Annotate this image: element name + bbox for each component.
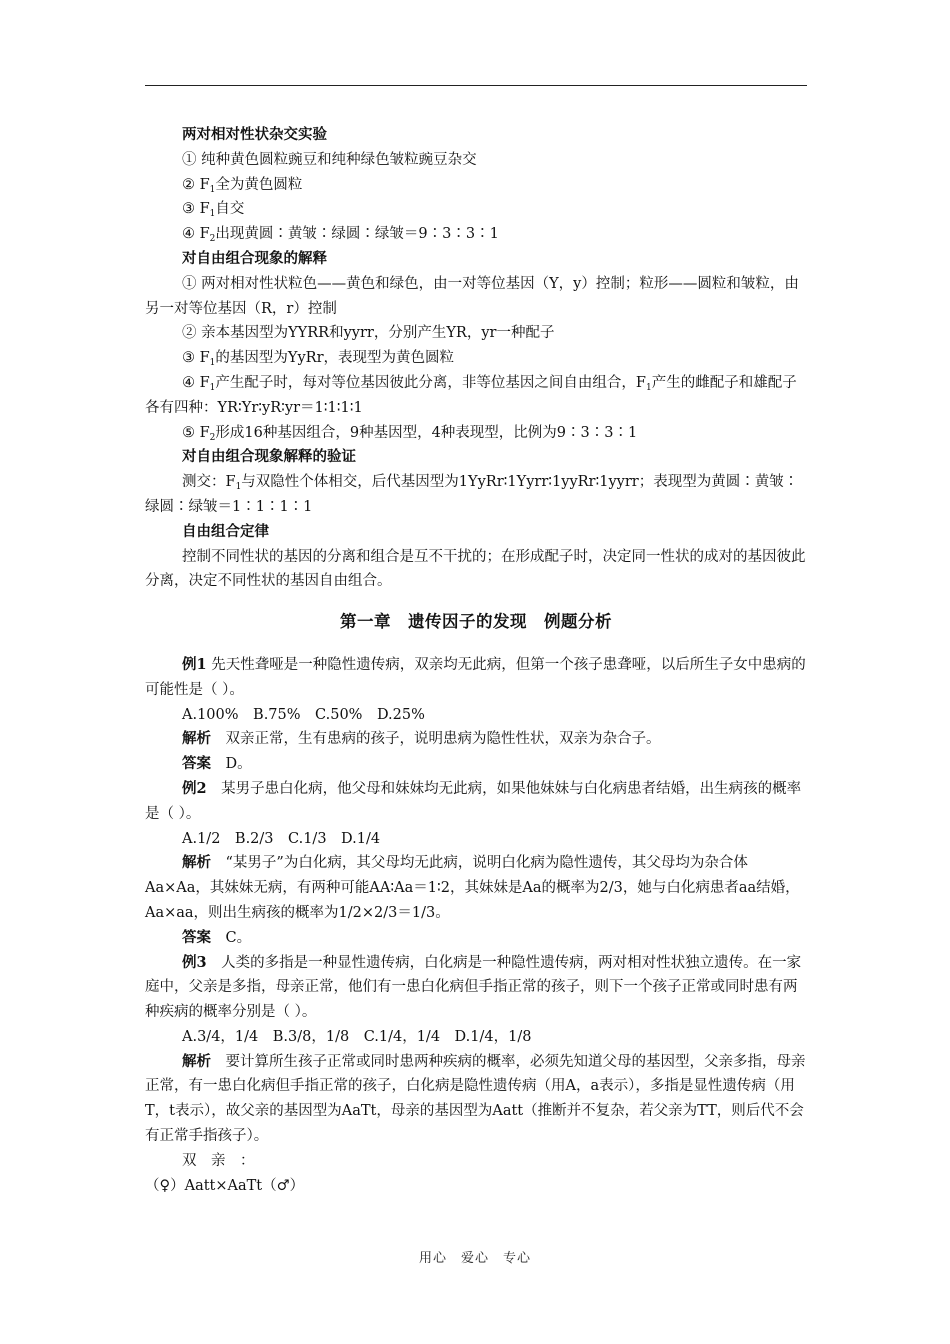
paragraph: ② $F_1$全为黄色圆粒 — [182, 176, 303, 195]
example-options: A.3/4，1/4 B.3/8，1/8 C.1/4，1/4 D.1/4，1/8 — [182, 1028, 532, 1045]
section-heading: 对自由组合现象的解释 — [182, 249, 327, 267]
example-answer: 答案 D。 — [182, 755, 252, 773]
chapter-title: 第一章 遗传因子的发现 例题分析 — [340, 612, 612, 632]
example-question: 例1 先天性聋哑是一种隐性遗传病，双亲均无此病，但第一个孩子患聋哑，以后所生子女中患病的可能性是（ ）。 — [145, 655, 806, 698]
document-body — [145, 123, 807, 1198]
paragraph: ③ $F_1$自交 — [182, 201, 245, 220]
paragraph: ② 亲本基因型为YYRR和yyrr，分别产生YR，yr一种配子 — [182, 325, 555, 342]
example-question: 例3 人类的多指是一种显性遗传病，白化病是一种隐性遗传病，两对相对性状独立遗传。在一家庭中，父亲是多指，母亲正常，他们有一患白化病但手指正常的孩子，则下一个孩子正常或同时患有两种疾病的概率分别是（ ）。 — [145, 953, 802, 1021]
page-footer: 用心 爱心 专心 — [418, 1251, 531, 1266]
section-heading: 自由组合定律 — [182, 522, 269, 540]
example-analysis: 解析 双亲正常，生有患病的孩子，说明患病为隐性性状，双亲为杂合子。 — [182, 730, 661, 748]
section-heading: 对自由组合现象解释的验证 — [182, 448, 356, 466]
example-answer: 答案 C。 — [182, 928, 252, 946]
paragraph: ① 两对相对性状粒色——黄色和绿色，由一对等位基因（Y，y）控制；粒形——圆粒和皱粒，由另一对等位基因（R，r）控制 — [145, 275, 799, 317]
paragraph: ① 纯种黄色圆粒豌豆和纯种绿色皱粒豌豆杂交 — [182, 151, 477, 168]
section-heading: 两对相对性状杂交实验 — [182, 126, 327, 143]
paragraph: 测交：$F_1$与双隐性个体相交，后代基因型为1YyRr∶1Yyrr∶1yyRr∶1yyrr；表现型为黄圆∶黄皱∶绿圆∶绿皱＝1∶1∶1∶1 — [145, 474, 799, 515]
parents-line: 双 亲 ： — [182, 1152, 255, 1169]
paragraph: ③ $F_1$的基因型为YyRr，表现型为黄色圆粒 — [182, 350, 455, 369]
example-question: 例2 某男子患白化病，他父母和妹妹均无此病，如果他妹妹与白化病患者结婚，出生病孩的概率是（ ）。 — [145, 779, 802, 822]
paragraph: ④ $F_2$出现黄圆∶黄皱∶绿圆∶绿皱＝9∶3∶3∶1 — [182, 226, 499, 245]
example-options: A.1/2 B.2/3 C.1/3 D.1/4 — [182, 830, 381, 847]
example-analysis: 解析 要计算所生孩子正常或同时患两种疾病的概率，必须先知道父母的基因型，父亲多指，母亲正常，有一患白化病但手指正常的孩子，白化病是隐性遗传病（用A，a表示），多指是显性遗传病（用T，t表示），故父亲的基因型为AaTt，母亲的基因型为Aatt（推断并不复杂，若父亲为TT，则后代不会有正常手指孩子）。 — [145, 1052, 806, 1145]
header-rule — [145, 85, 807, 86]
paragraph: 控制不同性状的基因的分离和组合是互不干扰的；在形成配子时，决定同一性状的成对的基因彼此分离，决定不同性状的基因自由组合。 — [145, 548, 806, 590]
paragraph: ④ $F_1$产生配子时，每对等位基因彼此分离，非等位基因之间自由组合，$F_1$产生的雌配子和雄配子各有四种：YR∶Yr∶yR∶yr＝1∶1∶1∶1 — [145, 374, 797, 416]
example-options: A.100% B.75% C.50% D.25% — [182, 706, 425, 723]
cross-line: （♀）Aatt×AaTt（♂） — [145, 1177, 305, 1194]
paragraph: ⑤ $F_2$形成16种基因组合，9种基因型，4种表现型，比例为9∶3∶3∶1 — [182, 424, 638, 443]
example-analysis: 解析 “某男子”为白化病，其父母均无此病，说明白化病为隐性遗传，其父母均为杂合体Aa×Aa，其妹妹无病，有两种可能AA∶Aa＝1∶2，其妹妹是Aa的概率为2/3，她与白化病患者aa结婚，Aa×aa，则出生病孩的概率为1/2×2/3＝1/3。 — [145, 854, 800, 921]
